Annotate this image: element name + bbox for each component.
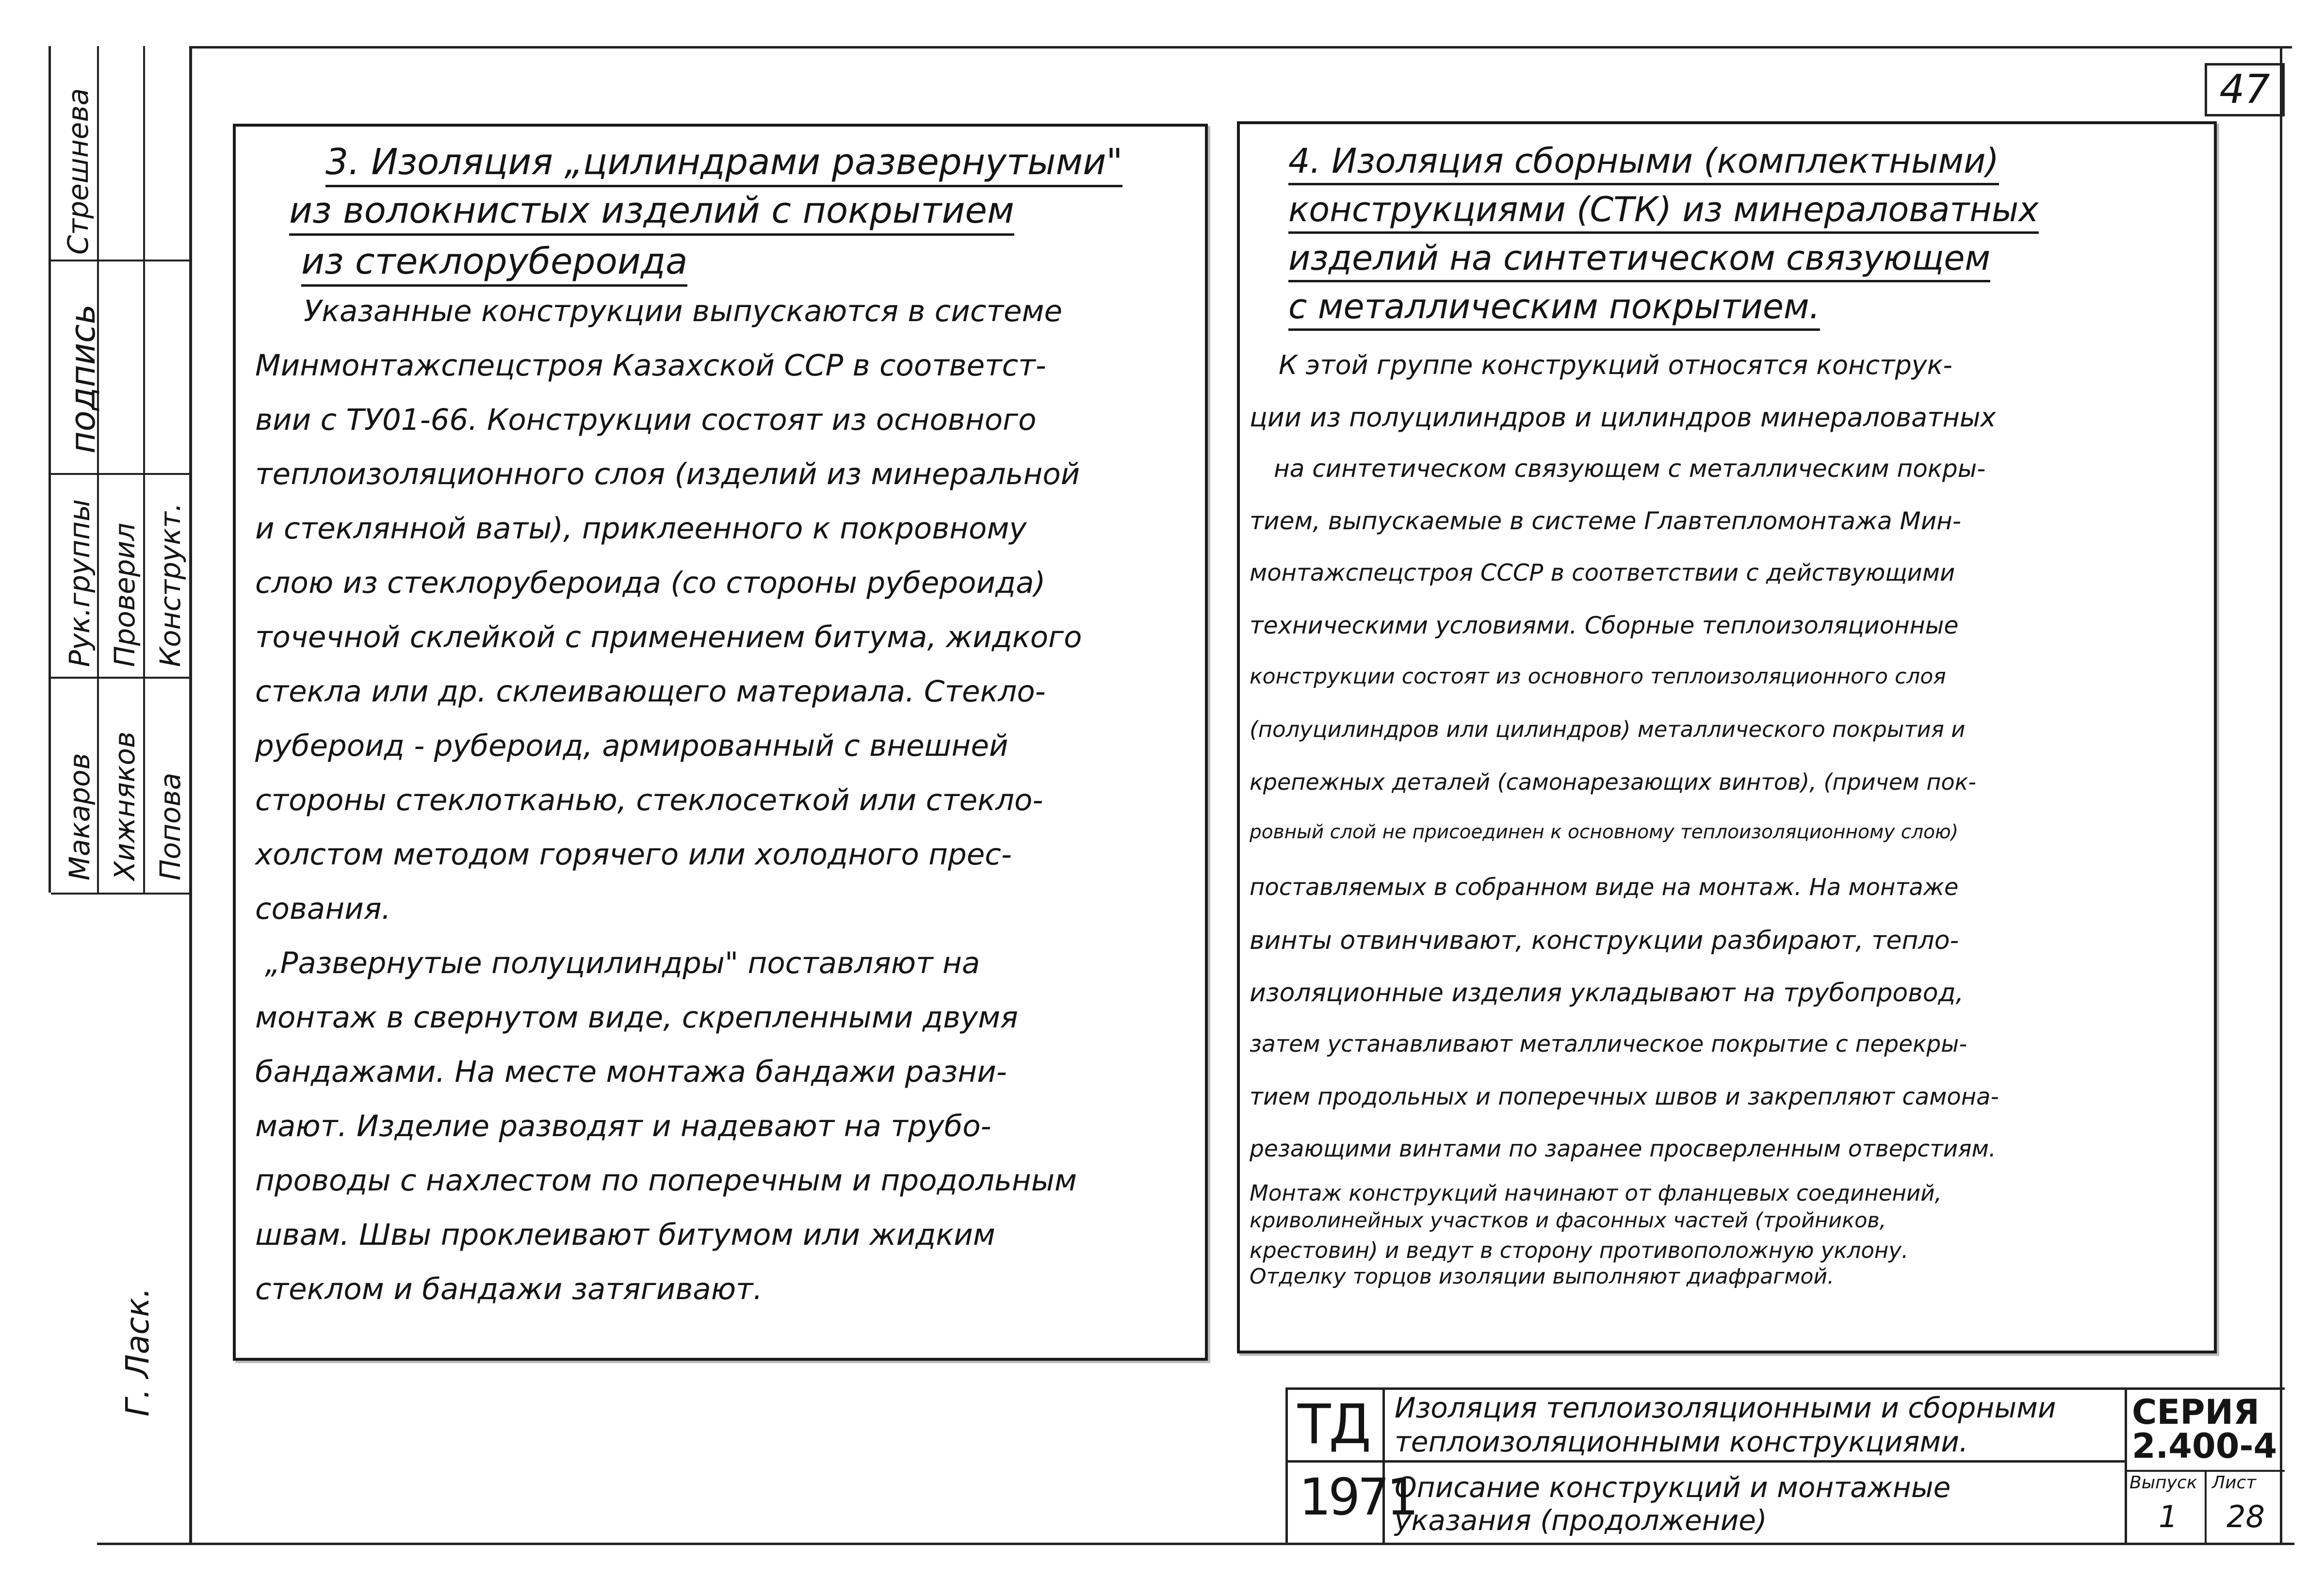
- title-block-year: 1971: [1299, 1467, 1416, 1527]
- section-3-line: швам. Швы проклеивают битумом или жидким: [255, 1218, 995, 1252]
- section-4-line: тием, выпускаемые в системе Главтепломонтажа Мин-: [1250, 507, 1961, 535]
- frame-top-line: [192, 46, 2292, 49]
- sheet-value: 28: [2226, 1499, 2265, 1534]
- section-4-line: К этой группе конструкций относятся конструк-: [1279, 350, 1952, 380]
- section-3-line: бандажами. На месте монтажа бандажи разни-: [255, 1055, 1007, 1089]
- section-3-line: стекла или др. склеивающего материала. Стекло-: [255, 674, 1046, 709]
- frame-right-line: [2280, 46, 2282, 1545]
- section-4-line: ровный слой не присоединен к основному теплоизоляционному слою): [1250, 821, 1959, 843]
- section-3-line: проводы с нахлестом по поперечным и продольным: [255, 1163, 1077, 1198]
- section-4-line: криволинейных участков и фасонных частей (тройников,: [1250, 1208, 1886, 1233]
- title-line-2: теплоизоляционными конструкциями.: [1395, 1425, 1968, 1458]
- section-3-line: теплоизоляционного слоя (изделий из минеральной: [255, 457, 1080, 491]
- margin-note: Г. Ласк.: [119, 1287, 156, 1417]
- approval-stamp-strip: [49, 46, 189, 893]
- section-3-line: холстом методом горячего или холодного прес-: [255, 837, 1012, 872]
- section-3-line: сования.: [255, 892, 391, 926]
- section-3-line: монтаж в свернутом виде, скрепленными двумя: [255, 1000, 1018, 1035]
- section-3-line: слою из стеклорубероида (со стороны рубероида): [255, 566, 1046, 600]
- stamp-top-name: Стрешнева: [62, 88, 95, 255]
- title-line-1: Изоляция теплоизоляционными и сборными: [1395, 1391, 2056, 1424]
- section-3-panel: [233, 124, 1208, 1361]
- section-4-line: (полуцилиндров или цилиндров) металлического покрытия и: [1250, 717, 1966, 742]
- section-3-line: Минмонтажспецстроя Казахской ССР в соответст-: [255, 348, 1046, 383]
- section-3-heading-line-1: 3. Изоляция „цилиндрами развернутыми": [325, 141, 1122, 183]
- section-4-heading-line-2: конструкциями (СТК) из минераловатных: [1288, 190, 2039, 229]
- section-4-line: крестовин) и ведут в сторону противоположную уклону.: [1250, 1238, 1909, 1263]
- section-4-heading-line-3: изделий на синтетическом связующем: [1288, 238, 1990, 278]
- subtitle-line-1: Описание конструкций и монтажные: [1395, 1471, 1951, 1504]
- section-3-heading-line-3: из стеклорубероида: [301, 241, 687, 282]
- section-4-line: резающими винтами по заранее просверленным отверстиям.: [1250, 1136, 1996, 1162]
- section-4-heading-line-4: с металлическим покрытием.: [1288, 287, 1820, 326]
- title-block-code: ТД: [1298, 1393, 1369, 1456]
- stamp-name-checked: Хижняков: [108, 731, 141, 880]
- section-4-line: затем устанавливают металлическое покрытие с перекры-: [1250, 1031, 1967, 1058]
- section-4-heading-line-1: 4. Изоляция сборными (комплектными): [1288, 141, 1999, 181]
- section-3-line: вии с ТУ01-66. Конструкции состоят из основного: [255, 403, 1037, 437]
- section-4-line: изоляционные изделия укладывают на трубопровод,: [1250, 978, 1964, 1008]
- section-3-line: рубероид - рубероид, армированный с внешней: [255, 729, 1008, 763]
- section-3-heading-line-2: из волокнистых изделий с покрытием: [289, 190, 1014, 231]
- series-label: СЕРИЯ: [2132, 1392, 2259, 1432]
- section-4-line: на синтетическом связующем с металлическим покры-: [1274, 455, 1986, 483]
- section-4-line: Монтаж конструкций начинают от фланцевых соединений,: [1250, 1180, 1942, 1206]
- section-4-line: поставляемых в собранном виде на монтаж. На монтаже: [1250, 874, 1959, 901]
- section-3-line: точечной склейкой с применением битума, жидкого: [255, 620, 1082, 654]
- series-value: 2.400-4: [2132, 1426, 2277, 1466]
- stamp-signature: подпись: [63, 304, 103, 454]
- stamp-name-designer: Попова: [154, 772, 187, 880]
- stamp-role-checked: Проверил: [108, 522, 141, 667]
- section-3-line: стеклом и бандажи затягивают.: [255, 1272, 763, 1306]
- section-4-line: монтажспецстроя СССР в соответствии с действующими: [1250, 559, 1955, 586]
- section-3-line: „Развернутые полуцилиндры" поставляют на: [265, 946, 980, 980]
- frame-bottom-line: [97, 1543, 2294, 1545]
- section-4-line: ции из полуцилиндров и цилиндров минераловатных: [1250, 402, 1996, 433]
- issue-value: 1: [2159, 1499, 2178, 1534]
- section-3-line: мают. Изделие разводят и надевают на трубо-: [255, 1109, 991, 1143]
- stamp-name-lead: Макаров: [63, 753, 96, 880]
- stamp-role-designer: Конструкт.: [154, 503, 187, 667]
- section-4-line: конструкции состоят из основного теплоизоляционного слоя: [1250, 664, 1946, 689]
- section-3-line: стороны стеклотканью, стеклосеткой или стекло-: [255, 783, 1043, 817]
- title-block: [1285, 1387, 2285, 1543]
- section-3-line: и стеклянной ваты), приклеенного к покровному: [255, 511, 1027, 546]
- section-3-line: Указанные конструкции выпускаются в системе: [304, 294, 1063, 328]
- issue-label: Выпуск: [2129, 1473, 2197, 1493]
- stamp-role-lead: Рук.группы: [63, 499, 96, 667]
- subtitle-line-2: указания (продолжение): [1395, 1504, 1767, 1537]
- sheet-label: Лист: [2212, 1473, 2257, 1493]
- page-number: 47: [2205, 63, 2285, 116]
- section-4-line: тием продольных и поперечных швов и закрепляют самона-: [1250, 1083, 1999, 1110]
- section-4-line: винты отвинчивают, конструкции разбирают, тепло-: [1250, 926, 1959, 955]
- section-4-line: Отделку торцов изоляции выполняют диафрагмой.: [1250, 1264, 1835, 1289]
- section-4-line: техническими условиями. Сборные теплоизоляционные: [1250, 612, 1959, 639]
- section-4-line: крепежных деталей (самонарезающих винтов), (причем пок-: [1250, 769, 1976, 795]
- section-4-panel: [1237, 121, 2217, 1353]
